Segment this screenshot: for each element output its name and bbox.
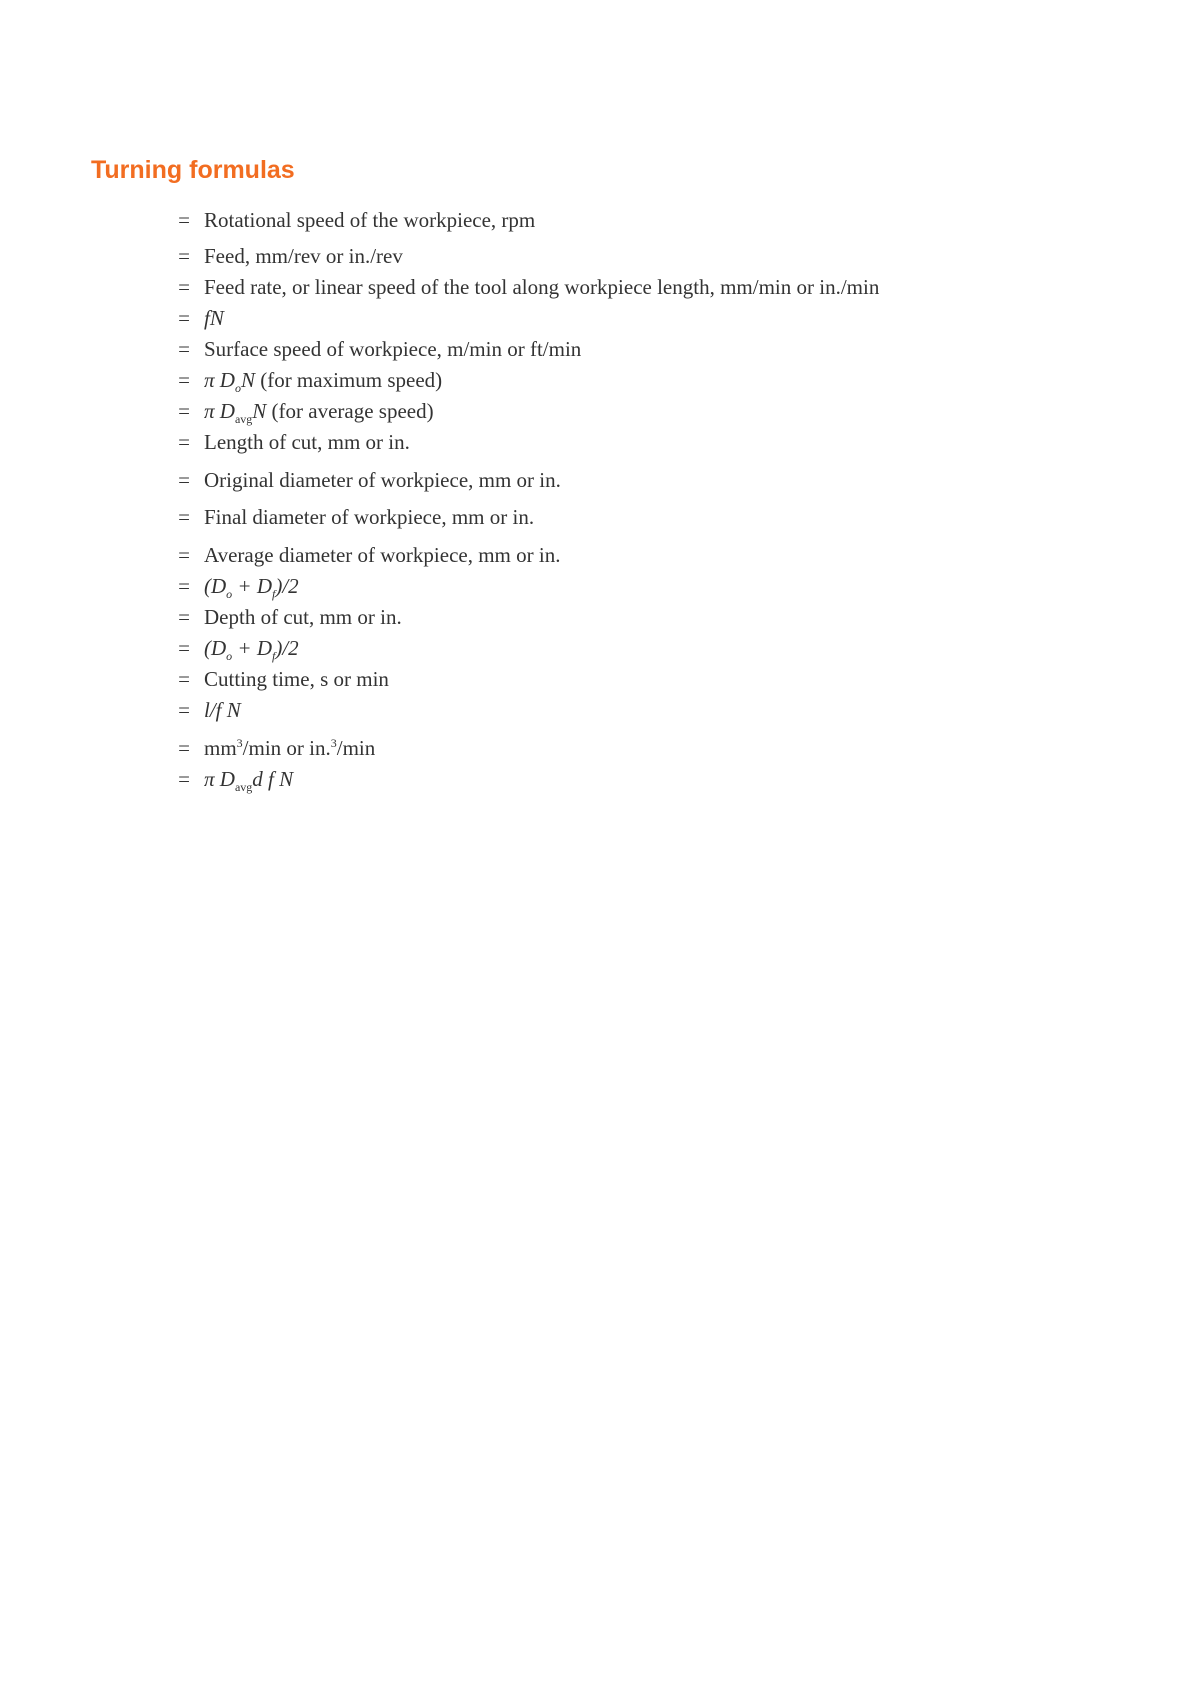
expr-part: (D <box>204 636 227 660</box>
expression <box>204 633 299 663</box>
definition: Surface speed of workpiece, m/min or ft/min <box>204 337 582 361</box>
expr-part: )/2 <box>275 636 299 660</box>
definition <box>204 733 375 763</box>
equals-sign: = <box>178 574 190 598</box>
expression <box>204 571 299 601</box>
equals-sign: = <box>178 306 190 330</box>
subscript: f <box>272 649 276 664</box>
equals-sign: = <box>178 368 190 392</box>
equals-sign: = <box>178 337 190 361</box>
expression <box>204 764 293 794</box>
superscript: 3 <box>330 736 337 750</box>
definition: Original diameter of workpiece, mm or in. <box>204 468 561 492</box>
equals-sign: = <box>178 767 190 791</box>
expr-part: N <box>240 368 255 392</box>
definition: Final diameter of workpiece, mm or in. <box>204 505 535 529</box>
definition: Average diameter of workpiece, mm or in. <box>204 543 561 567</box>
equals-sign: = <box>178 244 190 268</box>
equals-sign: = <box>178 667 190 691</box>
expr-part: d f N <box>252 767 294 791</box>
expr-part: )/2 <box>275 574 299 598</box>
expr-part: π D <box>204 767 235 791</box>
definition: Length of cut, mm or in. <box>204 430 410 454</box>
definition: Feed, mm/rev or in./rev <box>204 244 403 268</box>
equals-sign: = <box>178 605 190 629</box>
expr-part: π D <box>204 368 235 392</box>
equals-sign: = <box>178 208 190 232</box>
subscript: avg <box>234 412 253 427</box>
expr-note: (for average speed) <box>266 399 434 423</box>
equals-sign: = <box>178 430 190 454</box>
equals-sign: = <box>178 468 190 492</box>
subscript: o <box>226 649 233 664</box>
expression <box>204 396 434 426</box>
subscript: o <box>234 381 241 396</box>
expr-part: N <box>252 399 267 423</box>
definition: Rotational speed of the workpiece, rpm <box>204 208 536 232</box>
unit-text: /min or in. <box>242 736 331 760</box>
expression <box>204 365 442 395</box>
equals-sign: = <box>178 505 190 529</box>
expr-part: + D <box>232 636 273 660</box>
expr-part: + D <box>232 574 273 598</box>
unit: mm <box>204 736 237 760</box>
page-title: Turning formulas <box>91 156 295 184</box>
expr-part: (D <box>204 574 227 598</box>
equals-sign: = <box>178 698 190 722</box>
equals-sign: = <box>178 736 190 760</box>
superscript: 3 <box>236 736 243 750</box>
subscript: o <box>226 587 233 602</box>
unit-text: /min <box>336 736 376 760</box>
equals-sign: = <box>178 636 190 660</box>
expr-part: π D <box>204 399 235 423</box>
subscript: f <box>272 587 276 602</box>
definition: Feed rate, or linear speed of the tool along workpiece length, mm/min or in./min <box>204 275 880 299</box>
definition: Depth of cut, mm or in. <box>204 605 402 629</box>
equals-sign: = <box>178 275 190 299</box>
definition: Cutting time, s or min <box>204 667 389 691</box>
subscript: avg <box>234 780 253 795</box>
expr-note: (for maximum speed) <box>254 368 443 392</box>
expression: l/f N <box>204 698 241 722</box>
equals-sign: = <box>178 399 190 423</box>
expression: fN <box>204 306 224 330</box>
equals-sign: = <box>178 543 190 567</box>
